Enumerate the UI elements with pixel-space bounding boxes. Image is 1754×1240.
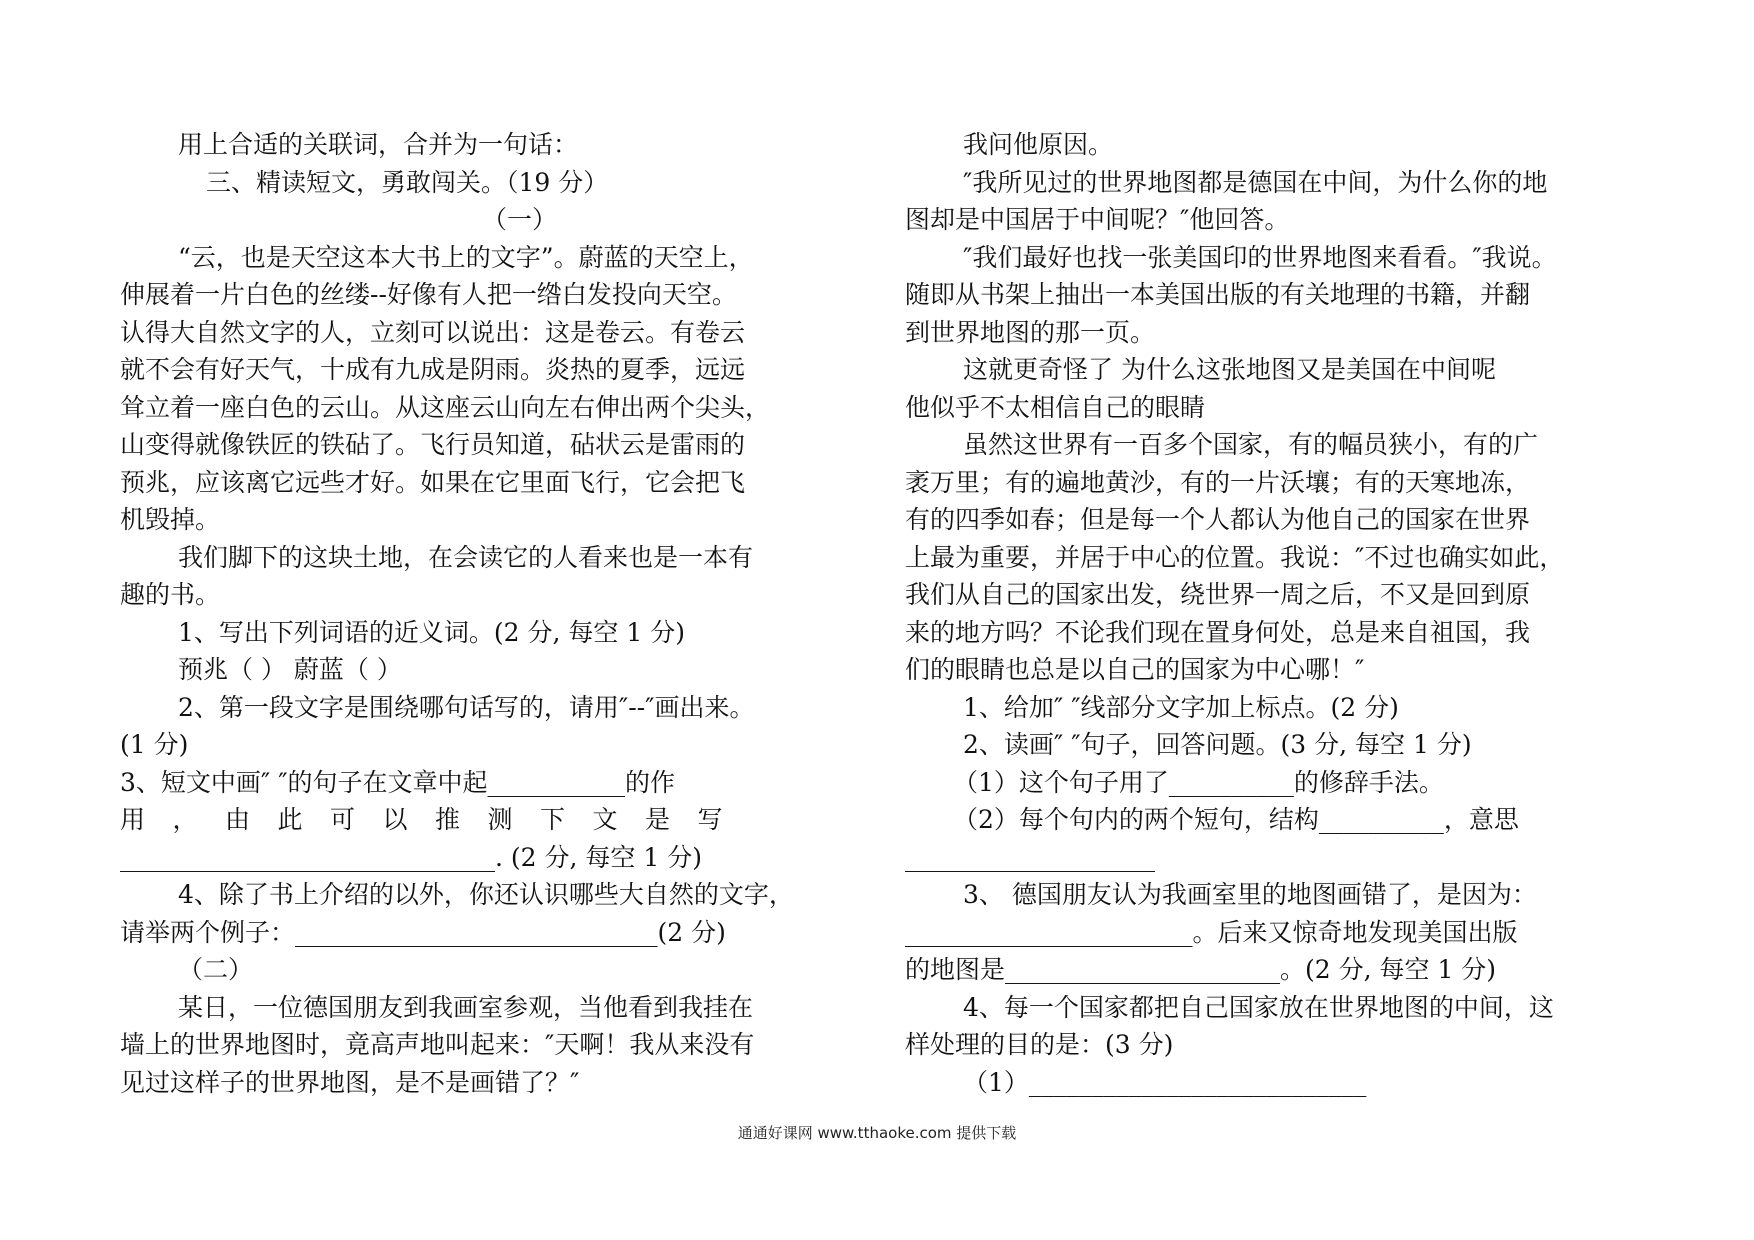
text-line: 山变得就像铁匠的铁砧了。飞行员知道，砧状云是雷雨的 <box>120 430 746 459</box>
text-line: 4、除了书上介绍的以外，你还认识哪些大自然的文字， <box>178 880 794 909</box>
text-line: 伸展着一片白色的丝缕--好像有人把一绺白发投向天空。 <box>120 280 737 309</box>
text-line: （二） <box>178 955 254 984</box>
text-line: 这就更奇怪了 为什么这张地图又是美国在中间呢 <box>963 355 1496 384</box>
text-line: ______________________________. (2 分, 每空 1 分) <box>120 842 702 872</box>
text-line: 墙上的世界地图时，竟高声地叫起来：″天啊！我从来没有 <box>120 1030 755 1059</box>
text-line: ____________________ <box>905 842 1155 872</box>
text-line: ″我所见过的世界地图都是德国在中间，为什么你的地 <box>963 167 1548 197</box>
text-line: 就不会有好天气，十成有九成是阴雨。炎热的夏季，远远 <box>120 355 746 384</box>
text-line: （1）这个句子用了__________的修辞手法。 <box>953 767 1444 797</box>
text-line: 4、每一个国家都把自己国家放在世界地图的中间，这 <box>963 992 1554 1022</box>
left-column <box>120 126 860 1101</box>
text-line: 用，由此可以推测下文是写 <box>120 805 751 834</box>
text-line: (1 分) <box>120 730 189 759</box>
text-line: 上最为重要，并居于中心的位置。我说：″不过也确实如此， <box>905 542 1565 572</box>
text-line: 我们脚下的这块土地，在会读它的人看来也是一本有 <box>178 542 754 572</box>
text-line: 三、精读短文，勇敢闯关。（19 分） <box>206 167 609 197</box>
text-line: 认得大自然文字的人，立刻可以说出：这是卷云。有卷云 <box>120 317 746 347</box>
text-line: 3、短文中画″ ″的句子在文章中起___________的作 <box>120 767 676 797</box>
text-line: 某日，一位德国朋友到我画室参观，当他看到我挂在 <box>178 992 754 1022</box>
text-line: 我问他原因。 <box>963 130 1114 159</box>
text-line: 2、第一段文字是围绕哪句话写的，请用″--″画出来。 <box>178 692 755 722</box>
right-column <box>905 126 1645 1101</box>
text-line: 有的四季如春；但是每一个人都认为他自己的国家在世界 <box>905 505 1531 534</box>
text-line: 图却是中国居于中间呢？″他回答。 <box>905 205 1290 234</box>
text-line: 1、给加″ ″线部分文字加上标点。(2 分) <box>963 692 1399 722</box>
text-line: 用上合适的关联词，合并为一句话： <box>178 130 579 159</box>
text-line: 到世界地图的那一页。 <box>905 317 1156 347</box>
text-line: 见过这样子的世界地图，是不是画错了？″ <box>120 1067 580 1097</box>
text-line: 的地图是______________________。(2 分, 每空 1 分) <box>905 955 1497 984</box>
text-line: （一） <box>482 205 558 234</box>
text-line: 1、写出下列词语的近义词。(2 分, 每空 1 分) <box>178 617 685 647</box>
text-line: 们的眼睛也总是以自己的国家为中心哪！″ <box>905 655 1365 684</box>
text-line: 他似乎不太相信自己的眼睛 <box>905 392 1206 422</box>
text-line: 我们从自己的国家出发，绕世界一周之后，不又是回到原 <box>905 580 1531 609</box>
text-line: _______________________。后来又惊奇地发现美国出版 <box>905 917 1518 947</box>
text-line: 2、读画″ ″句子，回答问题。(3 分, 每空 1 分) <box>963 730 1472 759</box>
text-line: 机毁掉。 <box>120 505 221 534</box>
text-line: 趣的书。 <box>120 580 221 609</box>
text-line: “云，也是天空这本大书上的文字”。蔚蓝的天空上， <box>178 242 754 272</box>
text-line: （1）___________________________ <box>963 1067 1367 1097</box>
page-footer: 通通好课网 www.tthaoke.com 提供下载 <box>737 1124 1017 1142</box>
text-line: 耸立着一座白色的云山。从这座云山向左右伸出两个尖头， <box>120 392 771 422</box>
text-line: 虽然这世界有一百多个国家，有的幅员狭小，有的广 <box>963 430 1539 459</box>
text-line: ″我们最好也找一张美国印的世界地图来看看。″我说。 <box>963 242 1557 272</box>
text-line: 随即从书架上抽出一本美国出版的有关地理的书籍，并翻 <box>905 280 1531 309</box>
text-line: 样处理的目的是：(3 分) <box>905 1030 1174 1059</box>
text-line: 袤万里；有的遍地黄沙，有的一片沃壤；有的天寒地冻， <box>905 467 1531 497</box>
text-line: 3、 德国朋友认为我画室里的地图画错了，是因为： <box>963 880 1537 909</box>
text-line: 来的地方吗？不论我们现在置身何处，总是来自祖国，我 <box>905 617 1531 647</box>
text-line: 预兆，应该离它远些才好。如果在它里面飞行，它会把飞 <box>120 467 746 497</box>
text-line: （2）每个句内的两个短句，结构__________，意思 <box>953 805 1519 834</box>
text-line: 预兆（ ） 蔚蓝（ ） <box>178 655 402 684</box>
text-line: 请举两个例子：_____________________________(2 分) <box>120 917 726 947</box>
